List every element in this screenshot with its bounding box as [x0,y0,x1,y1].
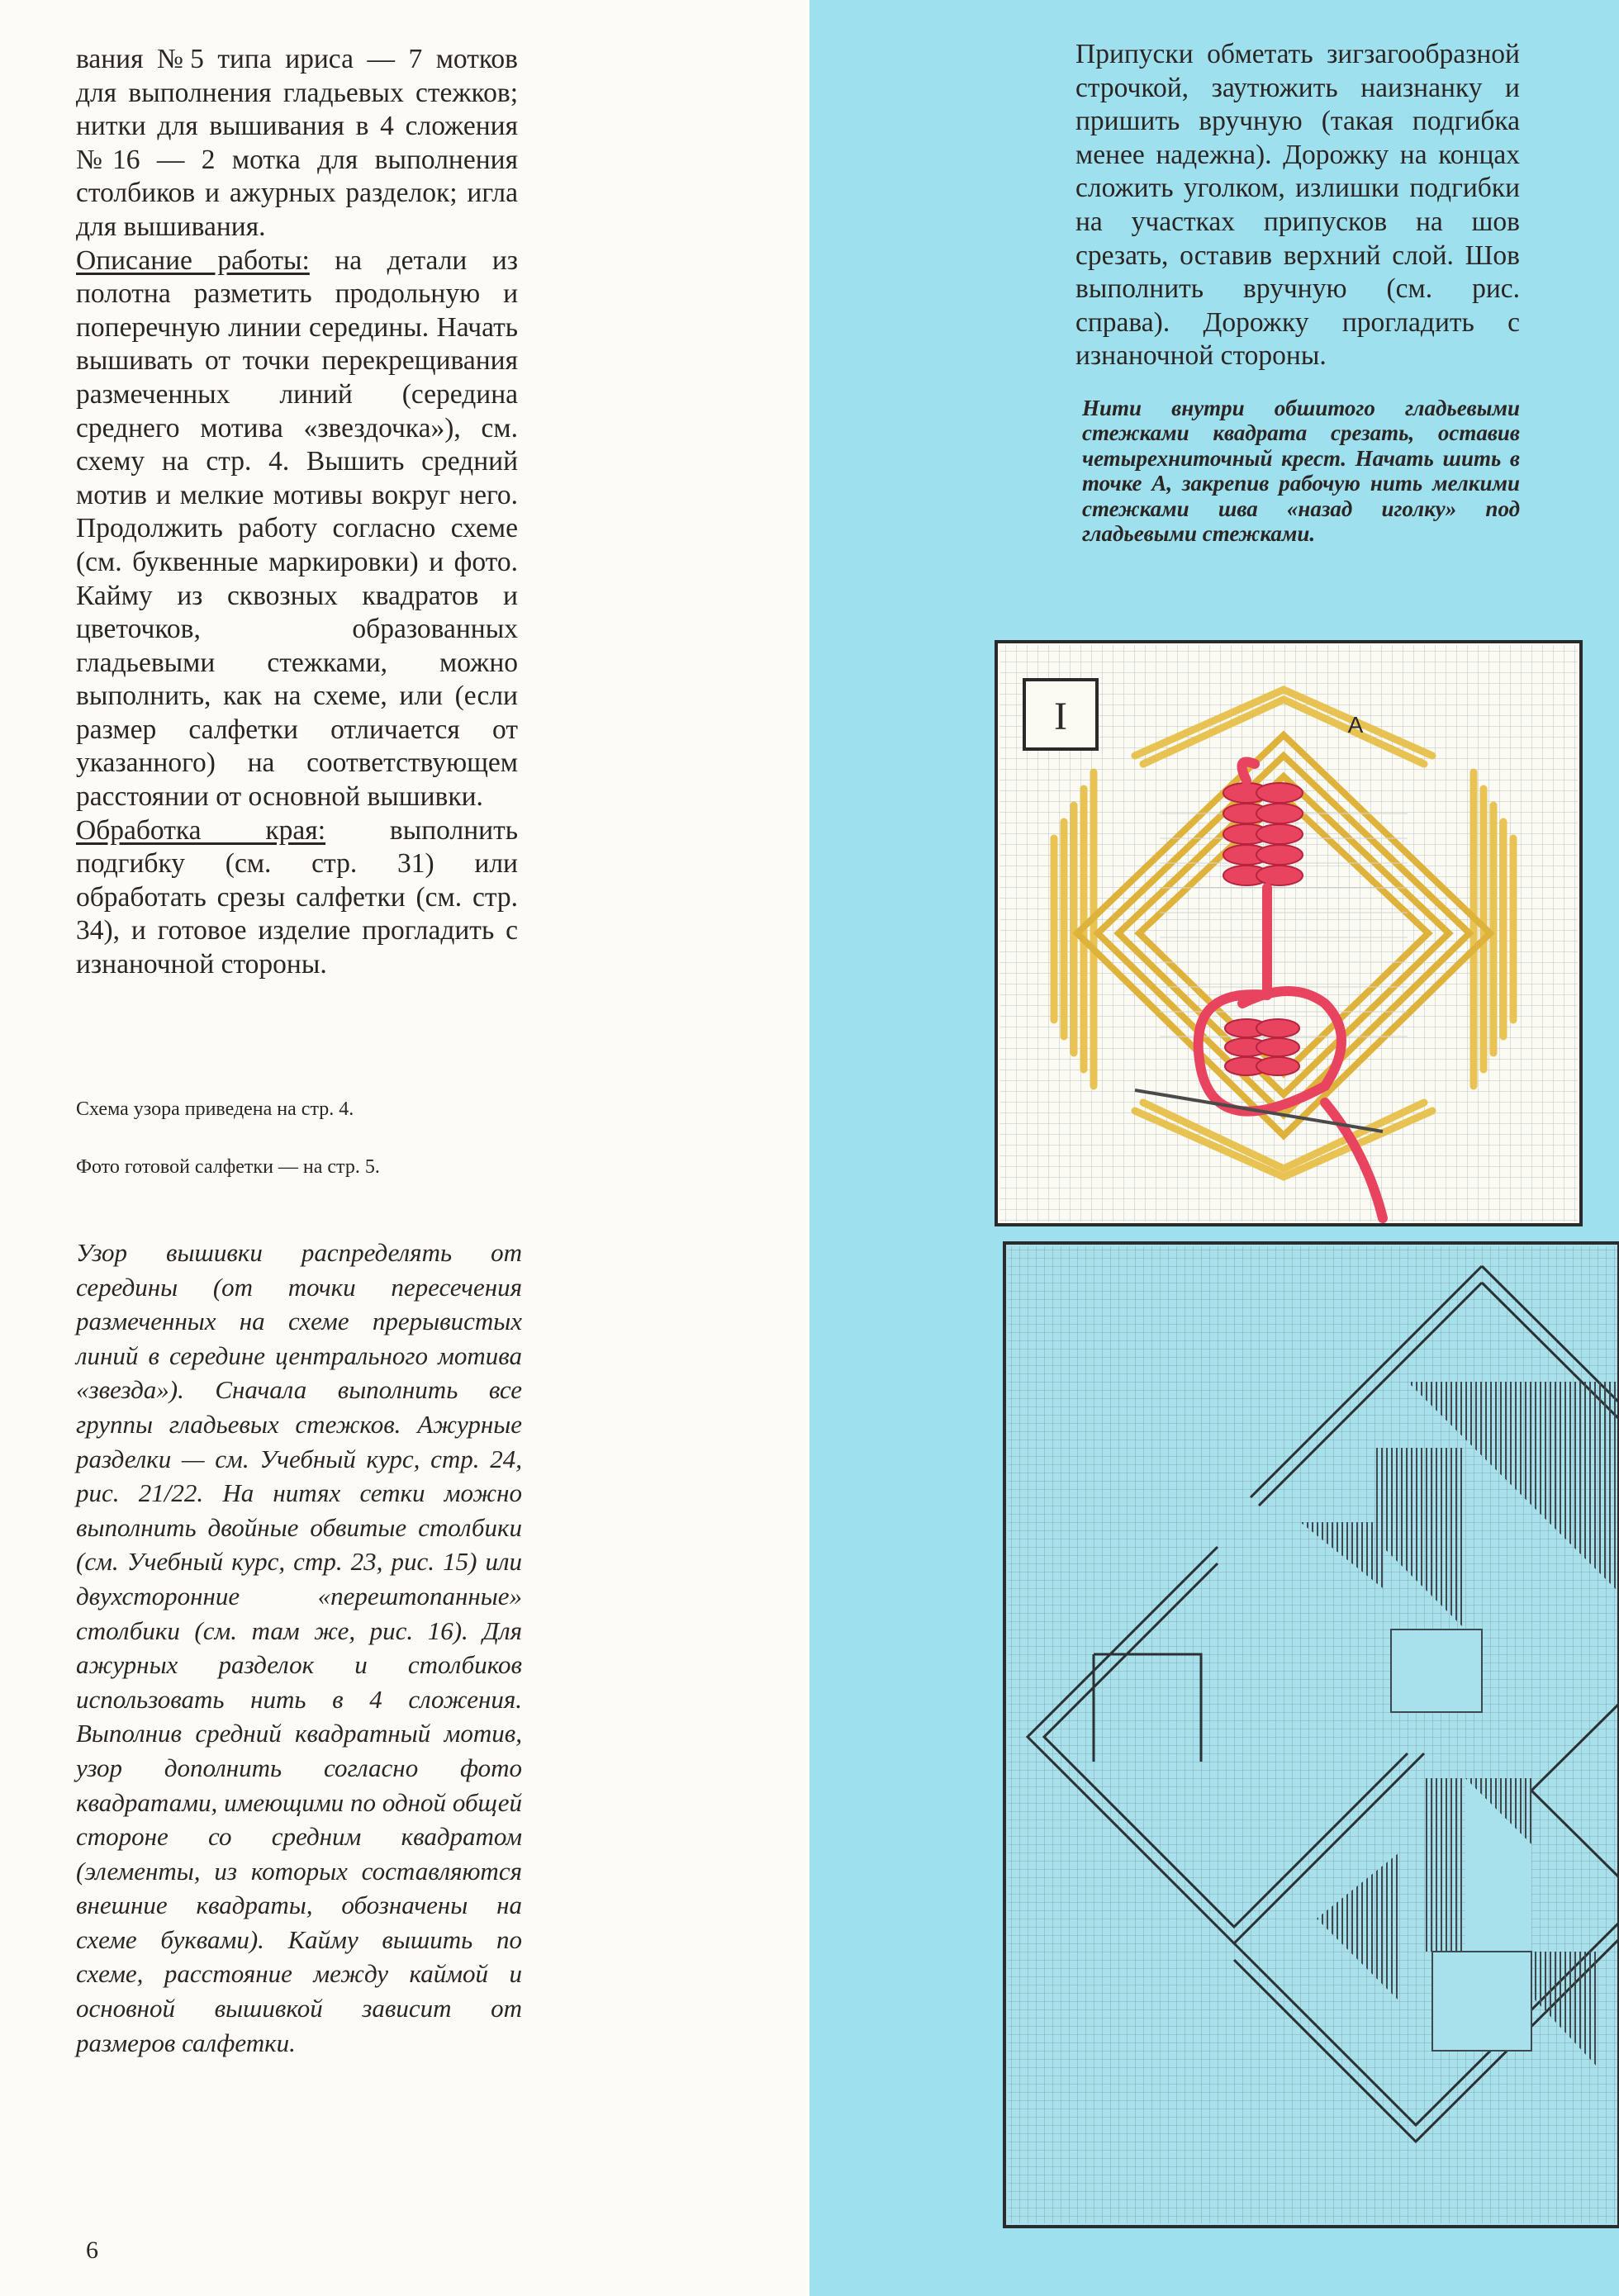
paragraph-text: вания №5 типа ириса — 7 мотков для выполнения гладьевых стежков; нитки для вышивания в 4 сложения №16 — 2 мотка для выполнения столбиков и ажурных разделок; игла для вышивания. [76,44,518,242]
paragraph-text: выполнить подгибку (см. стр. 31) или обработать срезы салфетки (см. стр. 34), и готовое изделие прогладить с изнаночной стороны. [76,814,518,980]
paragraph-text: на детали из полотна разметить продольную и поперечную линии середины. Начать вышивать от точки перекрещивания размеченных линий (середина среднего мотива «звездочка»), см. схему на стр. 4. Вышить средний мотив и мелкие мотивы вокруг него. Продолжить работу согласно схеме (см. буквенные маркировки) и фото. Кайму из сквозных квадратов и цветочков, образованных гладьевыми стежками, можно выполнить, как на схеме, или (если размер салфетки отличается от указанного) на соответствующем расстоянии от основной вышивки. [76,244,518,813]
point-a-label: A [1347,712,1364,738]
stitch-illustration-figure [995,640,1583,1226]
section-heading: Описание работы: [76,244,310,276]
scheme-reference-note: Схема узора приведена на стр. 4. [76,1098,354,1120]
instruction-paragraph [76,244,518,814]
figure-caption: Нити внутри обшитого гладьевыми стежками квадрата срезать, оставив четырехниточный крест. Начать шить в точке А, закрепив рабочую нить мелкими стежками шва «назад иголку» под гладьевыми стежками. [1082,396,1520,547]
figure-label: I [1054,695,1067,738]
embroidery-order-note: Узор вышивки распределять от середины (от точки пересечения размеченных на схеме прерывистых линий в середине центрального мотива «звезда»). Сначала выполнить все группы гладьевых стежков. Ажурные разделки — см. Учебный курс, стр. 24, рис. 21/22. На нитях сетки можно выполнить двойные обвитые столбики (см. Учебный курс, стр. 23, рис. 15) или двухсторонние «перештопанные» столбики (см. там же, рис. 16). Для ажурных разделок и столбиков использовать нить в 4 сложения. Выполнив средний квадратный мотив, узор дополнить согласно фото квадратами, имеющими по одной общей стороне со средним квадратом (элементы, из которых составляются внешние квадраты, обозначены на схеме буквами). Кайму вышить по схеме, расстояние между каймой и основной вышивкой зависит от размеров салфетки. [76,1238,522,2057]
section-heading: Обработка края: [76,814,326,846]
instruction-paragraph [76,814,518,982]
page-number: 6 [86,2237,98,2264]
photo-reference-note: Фото готовой салфетки — на стр. 5. [76,1156,380,1178]
hem-instructions-text: Припуски обметать зигзагообразной строчкой, заутюжить наизнанку и пришить вручную (такая подгибка менее надежна). Дорожку на концах сложить уголком, излишки подгибки на участках припусков на шов срезать, оставив верхний слой. Шов выполнить вручную (см. рис. справа). Дорожку прогладить с изнаночной стороны. [1075,39,1520,372]
instruction-paragraph [76,43,518,244]
instructions-text [76,43,518,982]
embroidery-pattern-chart [1003,1241,1619,2228]
